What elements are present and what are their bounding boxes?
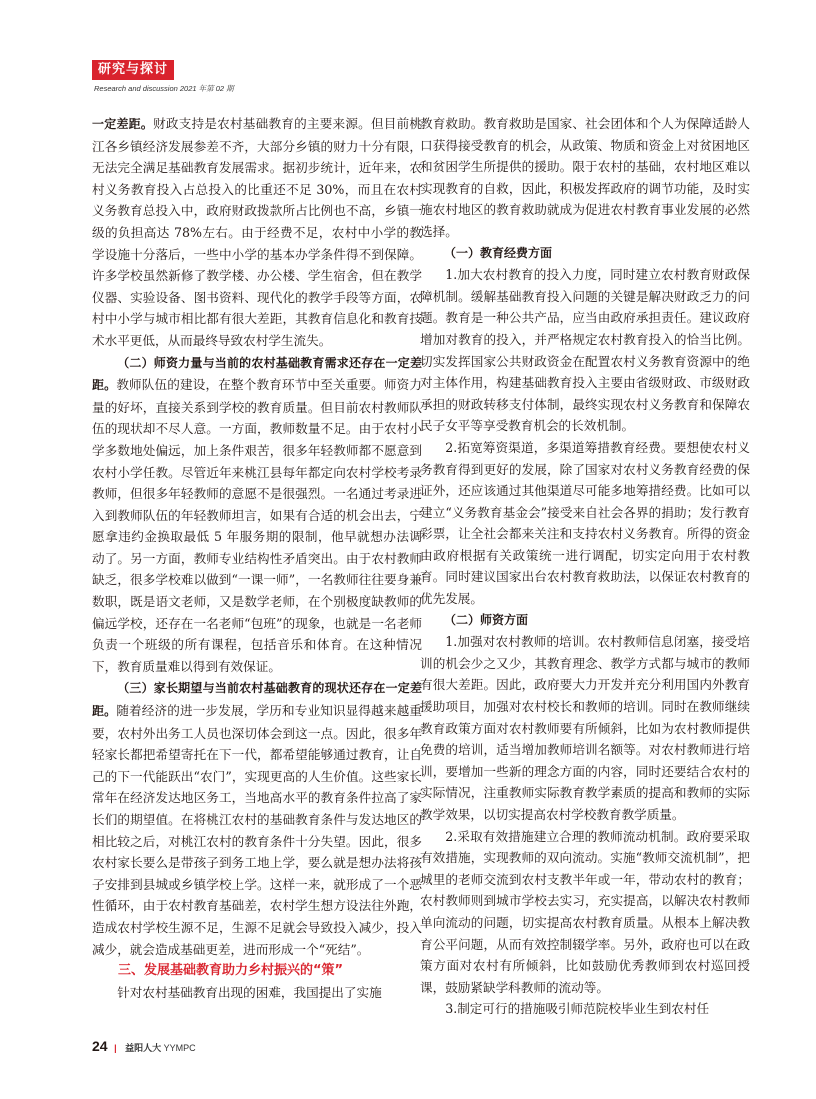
subheading: （二）师资方面: [444, 612, 529, 627]
paragraph-text: 随着经济的进一步发展，学历和专业知识显得越来越重要，农村外出务工人员也深切体会到这一点。因此，很多年轻家长都把希望寄托在下一代，都希望能够通过教育，让自己的下一代能跃出“农门”，实现更高的人生价值。这些家长常年在经济发达地区务工，当地高水平的教育条件拉高了家长们的期望值。在将桃江农村的基础教育条件与发达地区的相比较之后，对桃江农村的教育条件十分失望。因此，很多农村家长要么是带孩子到务工地上学，要么就是想办法将孩子安排到县城或乡镇学校上学。这样一来，就形成了一个恶性循环，由于农村教育基础差，农村学生想方设法往外跑，造成农村学校生源不足，生源不足就会导致投入减少，投入减少，就会造成基础更差，进而形成一个“死结”。: [92, 703, 422, 957]
paragraph: 1.加强对农村教师的培训。农村教师信息闭塞，接受培训的机会少之又少，其教育理念、教学方式都与城市的教师有很大差距。因此，政府要大力开发并充分利用国内外教育援助项目，加强对农村校长和教师的培训。同时在教师继续教育政策方面对农村教师要有所倾斜，比如为农村教师提供免费的培训，适当增加教师培训名额等。对农村教师进行培训，要增加一些新的理念方面的内容，同时还要结合农村的实际情况，注重教师实际教育教学素质的提高和教师的实际教学效果，以切实提高农村学校教育教学质量。: [420, 634, 750, 822]
paragraph: 3.制定可行的措施吸引师范院校毕业生到农村任: [445, 1001, 710, 1017]
paragraph: [92, 677, 422, 960]
subheading-continuation: 一定差距。: [92, 117, 154, 131]
page-footer: [92, 1038, 196, 1054]
paragraph: [92, 113, 422, 352]
page-number: 24: [92, 1038, 108, 1054]
subheading: （一）教育经费方面: [444, 245, 553, 260]
footer-divider: |: [114, 1043, 117, 1053]
subheading: （二）师资力量与当前的农村基础教育需求还存在一定差距。: [92, 355, 422, 393]
magazine-name: 益阳人大: [125, 1043, 162, 1053]
paragraph: [92, 352, 422, 678]
paragraph: 针对农村基础教育出现的困难，我国提出了实施: [117, 984, 382, 1000]
paragraph: 2.拓宽筹资渠道，多渠道筹措教育经费。要想使农村义务教育得到更好的发展，除了国家对农村义务教育经费的保证外，还应该通过其他渠道尽可能多地筹措经费。比如可以建立“义务教育基金会”接受来自社会各界的捐助；发行教育彩票，让全社会都来关注和支持农村义务教育。所得的资金由政府根据有关政策统一进行调配，切实定向用于农村教育。同时建议国家出台农村教育救助法，以保证农村教育的优先发展。: [420, 439, 750, 607]
left-column: [92, 113, 422, 1003]
paragraph: 2.采取有效措施建立合理的教师流动机制。政府要采取有效措施，实现教师的双向流动。实施“教师交流机制”，把城里的老师交流到农村支教半年或一年，带动农村的教育；农村教师则到城市学校去实习，充实提高，以解决农村教师单向流动的问题，切实提高农村教育质量。从根本上解决教育公平问题，从而有效控制辍学率。另外，政府也可以在政策方面对农村有所倾斜，比如鼓励优秀教师到农村巡回授课，鼓励紧缺学科教师的流动等。: [420, 828, 750, 995]
section-tag: 研究与探讨: [92, 60, 174, 80]
magazine-code: YYMPC: [163, 1043, 196, 1053]
paragraph: 教育救助。教育救助是国家、社会团体和个人为保障适龄人口获得接受教育的机会，从政策、物质和资金上对贫困地区和贫困学生所提供的援助。限于农村的基础，农村地区难以实现教育的自救，因此，积极发挥政府的调节功能，及时实施农村地区的教育救助就成为促进农村教育事业发展的必然选择。: [420, 116, 750, 239]
section-heading: 三、发展基础教育助力乡村振兴的“策”: [118, 963, 344, 979]
paragraph: 1.加大农村教育的投入力度，同时建立农村教育财政保障机制。缓解基础教育投入问题的关键是解决财政乏力的问题。教育是一种公共产品，应当由政府承担责任。建议政府增加对教育的投入，并严格规定农村教育投入的恰当比例。切实发挥国家公共财政资金在配置农村义务教育资源中的绝对主体作用，构建基础教育投入主要由省级财政、市级财政承担的财政转移支付体制，最终实现农村义务教育和保障农民子女平等享受教育机会的长效机制。: [420, 267, 750, 434]
paragraph-text: 教师队伍的建设，在整个教育环节中至关重要。师资力量的好坏，直接关系到学校的教育质量。但目前农村教师队伍的现状却不尽人意。一方面，教师数量不足。由于农村小学多数地处偏远，加上条件艰苦，很多年轻教师都不愿意到农村小学任教。尽管近年来桃江县每年都定向农村学校考录教师，但很多年轻教师的意愿不是很强烈。一名通过考录进入到教师队伍的年轻教师坦言，如果有合适的机会出去，宁愿拿违约金换取最低 5 年服务期的限制，他早就想办法调动了。另一方面，教师专业结构性矛盾突出。由于农村教师缺乏，很多学校难以做到“一课一师”，一名教师往往要身兼数职，既是语文老师，又是数学老师，在个别极度缺教师的偏远学校，还存在一名老师“包班”的现象，也就是一名老师负责一个班级的所有课程，包括音乐和体育。在这种情况下，教育质量难以得到有效保证。: [92, 377, 422, 674]
subheading: （三）家长期望与当前农村基础教育的现状还存在一定差距。: [92, 681, 422, 719]
paragraph-text: 财政支持是农村基础教育的主要来源。但目前桃江各乡镇经济发展参差不齐，大部分乡镇的财力十分有限，无法完全满足基础教育发展需求。据初步统计，近年来，农村义务教育投入占总投入的比重还不足 30%，而且在农村义务教育总投入中，政府财政拨款所占比例也不高，乡镇一级的负担高达 78%左右。由于经费不足，农村中小学的教学设施十分落后，一些中小学的基本办学条件得不到保障。许多学校虽然新修了教学楼、办公楼、学生宿舍，但在教学仪器、实验设备、图书资料、现代化的教学手段等方面，农村中小学与城市相比都有很大差距，其教育信息化和教育技术水平更低，从而最终导致农村学生流失。: [92, 116, 422, 348]
section-subtitle: Research and discussion 2021 年第 02 期: [94, 84, 234, 93]
right-column: [420, 113, 750, 1020]
